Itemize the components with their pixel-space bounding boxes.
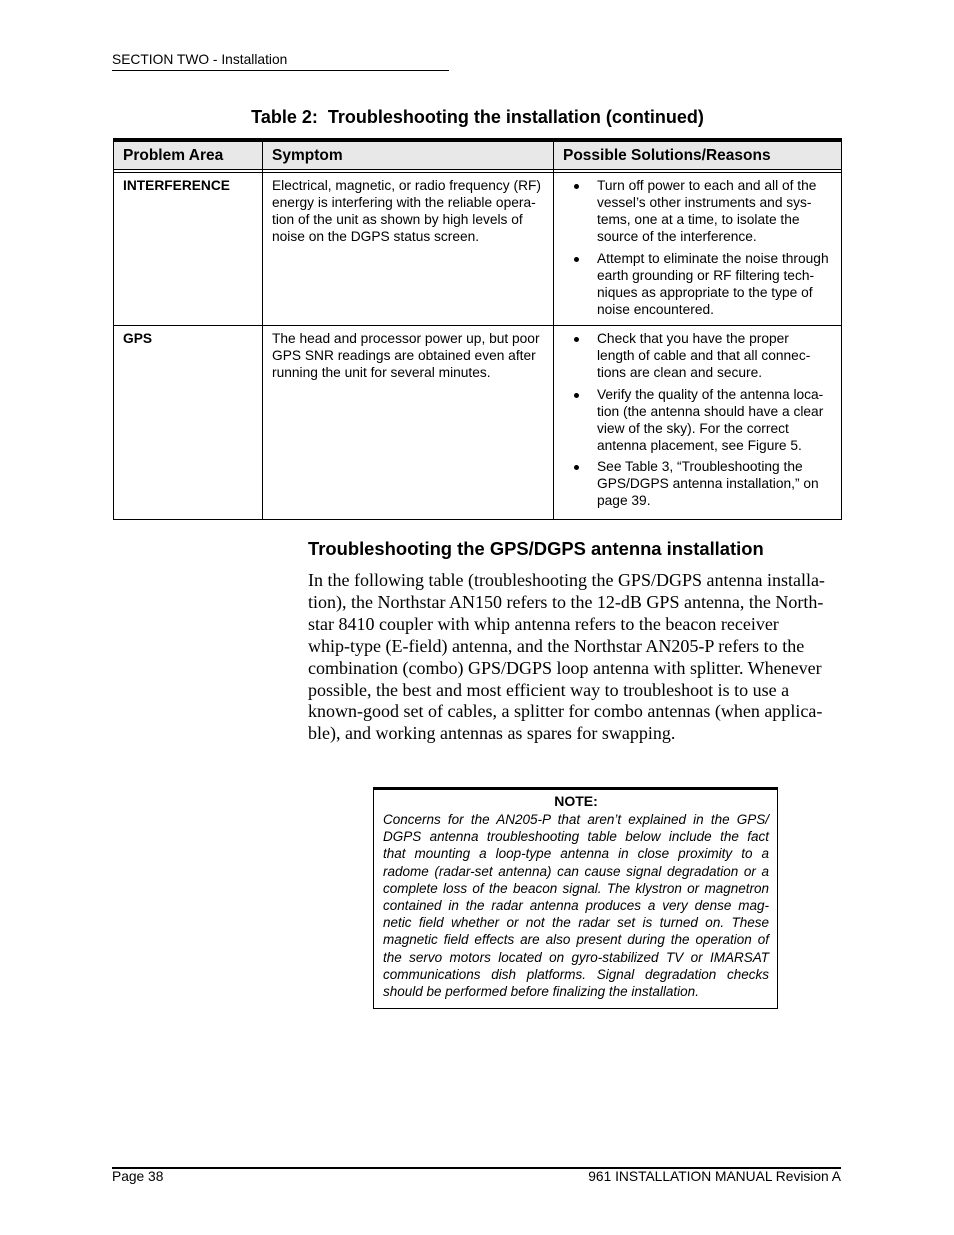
- note-label: NOTE:: [554, 793, 598, 809]
- bullet-icon: [574, 257, 579, 262]
- troubleshooting-table: [113, 138, 842, 520]
- section-title: SECTION TWO - Installation: [112, 52, 288, 67]
- section-heading: Troubleshooting the GPS/DGPS antenna installation: [308, 538, 764, 559]
- column-divider: [262, 142, 263, 519]
- bullet-icon: [574, 184, 579, 189]
- symptom-cell: [263, 173, 554, 325]
- symptom-line: GPS SNR readings are obtained even after: [272, 348, 536, 363]
- solution-line: page 39.: [597, 493, 651, 508]
- solution-line: length of cable and that all connec-: [597, 348, 811, 363]
- note-line: netic field whether or not the radar set is turned on. These: [383, 915, 769, 931]
- solution-item: [554, 386, 841, 454]
- solution-line: Check that you have the proper: [597, 331, 789, 346]
- paragraph-line: star 8410 coupler with whip antenna refers to the beacon receiver: [308, 613, 779, 634]
- note-line: contained in the radar antenna produces a very dense mag-: [383, 898, 769, 914]
- page-number: Page 38: [112, 1169, 164, 1184]
- paragraph-line: ble), and working antennas as spares for swapping.: [308, 723, 676, 744]
- note-line: Concerns for the AN205-P that aren’t explained in the GPS/: [383, 812, 769, 827]
- solution-line: vessel’s other instruments and sys-: [597, 195, 812, 210]
- note-body: [383, 811, 769, 1000]
- running-head: [112, 52, 449, 71]
- solution-line: source of the interference.: [597, 229, 757, 244]
- symptom-line: tion of the unit as shown by high levels of: [272, 212, 523, 227]
- table-row: [114, 326, 841, 519]
- bullet-icon: [574, 393, 579, 398]
- paragraph-line: combination (combo) GPS/DGPS loop antenna with splitter. Whenever: [308, 657, 822, 678]
- symptom-line: energy is interfering with the reliable opera-: [272, 195, 536, 210]
- solution-item: [554, 330, 841, 381]
- note-line: communications dish platforms. Signal degradation checks: [383, 966, 769, 982]
- solution-item: [554, 177, 841, 245]
- note-line: DGPS antenna troubleshooting table below include the fact: [383, 829, 769, 845]
- bullet-icon: [574, 465, 579, 470]
- solution-line: tems, one at a time, to isolate the: [597, 212, 800, 227]
- solution-line: noise encountered.: [597, 301, 714, 317]
- problem-area-label: GPS: [123, 331, 153, 346]
- solution-line: GPS/DGPS antenna installation,” on: [597, 476, 819, 491]
- symptom-cell: [263, 326, 554, 519]
- solution-line: tion (the antenna should have a clear: [597, 403, 824, 419]
- solution-line: niques as appropriate to the type of: [597, 284, 813, 300]
- problem-area-label: INTERFERENCE: [123, 178, 230, 193]
- note-line: should be performed before finalizing the installation.: [383, 984, 699, 1000]
- manual-title: 961 INSTALLATION MANUAL Revision A: [588, 1169, 841, 1184]
- solution-item: [554, 458, 841, 509]
- intro-paragraph: [308, 570, 825, 745]
- symptom-line: Electrical, magnetic, or radio frequency (RF): [272, 178, 541, 193]
- paragraph-line: tion), the Northstar AN150 refers to the 12-dB GPS antenna, the North-: [308, 591, 824, 612]
- note-line: complete loss of the beacon signal. The klystron or magnetron: [383, 880, 769, 896]
- table-title: Table 2: Troubleshooting the installation (continued): [251, 107, 704, 127]
- solution-line: Turn off power to each and all of the: [597, 178, 817, 193]
- column-header-symptom: Symptom: [272, 147, 343, 164]
- solution-line: tions are clean and secure.: [597, 365, 763, 380]
- solution-line: Verify the quality of the antenna loca-: [597, 386, 824, 402]
- problem-area-cell: [114, 326, 263, 519]
- note-line: that mounting a loop-type antenna in close proximity to a: [383, 846, 769, 862]
- symptom-line: running the unit for several minutes.: [272, 365, 491, 380]
- symptom-line: noise on the DGPS status screen.: [272, 229, 480, 244]
- note-line: the servo motors located on gyro-stabilized TV or IMARSAT: [383, 949, 769, 965]
- bullet-icon: [574, 337, 579, 342]
- table-header-row: [114, 142, 841, 173]
- paragraph-line: possible, the best and most efficient way to troubleshoot is to use a: [308, 679, 790, 700]
- note-line: magnetic field effects are also present during the operation of: [383, 932, 769, 948]
- solution-line: See Table 3, “Troubleshooting the: [597, 459, 803, 474]
- solutions-cell: [554, 173, 841, 325]
- solution-item: [554, 250, 841, 318]
- footer: [112, 1169, 841, 1185]
- solution-line: antenna placement, see Figure 5.: [597, 437, 802, 453]
- column-header-problem-area: Problem Area: [123, 147, 224, 164]
- column-header-solutions: Possible Solutions/Reasons: [563, 147, 771, 164]
- table-row: [114, 173, 841, 326]
- paragraph-line: whip-type (E-field) antenna, and the Northstar AN205-P refers to the: [308, 635, 805, 656]
- paragraph-line: known-good set of cables, a splitter for combo antennas (when applica-: [308, 701, 823, 722]
- symptom-line: The head and processor power up, but poor: [272, 331, 540, 346]
- solution-line: Attempt to eliminate the noise through: [597, 250, 829, 266]
- solutions-cell: [554, 326, 841, 519]
- solution-line: view of the sky). For the correct: [597, 420, 789, 436]
- paragraph-line: In the following table (troubleshooting the GPS/DGPS antenna installa-: [308, 570, 825, 590]
- note-line: radome (radar-set antenna) can cause signal degradation or a: [383, 863, 769, 879]
- problem-area-cell: [114, 173, 263, 325]
- solution-line: earth grounding or RF filtering tech-: [597, 267, 815, 283]
- note-box: [373, 787, 778, 1009]
